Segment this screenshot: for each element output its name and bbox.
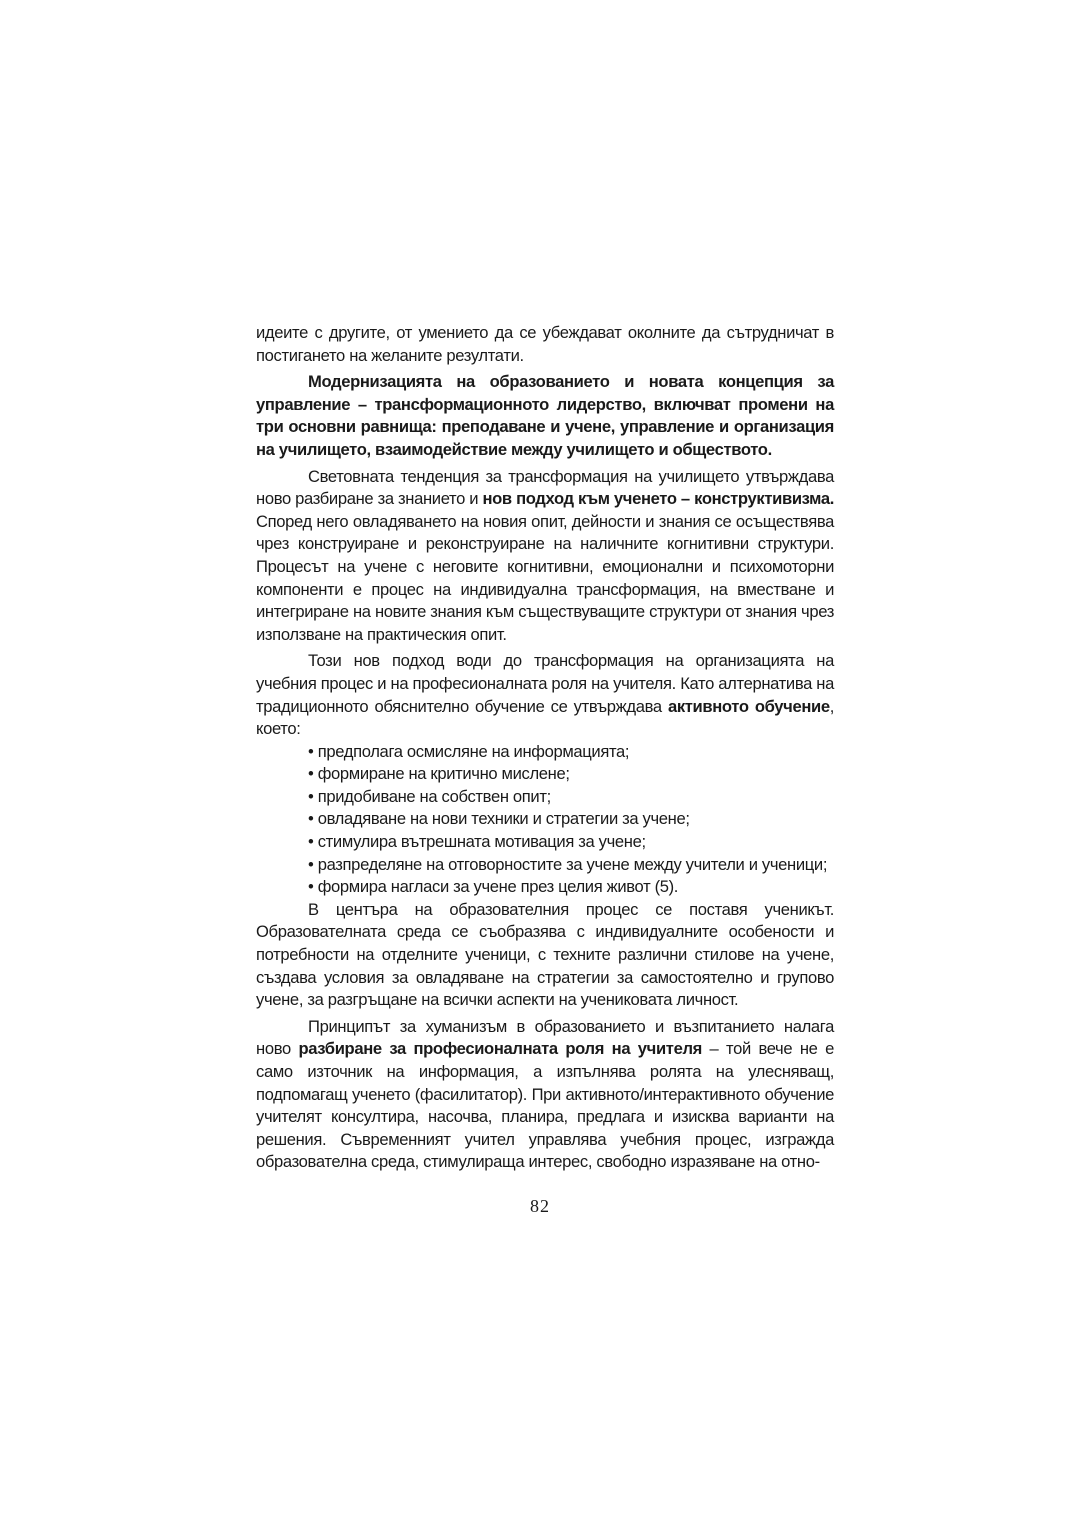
emphasis: активното обучение xyxy=(667,696,830,716)
list-item: • формиране на критично мислене; xyxy=(308,764,570,784)
emphasis: разбиране за професионалната роля на учителя xyxy=(298,1039,702,1059)
text-run: , което: xyxy=(256,696,834,739)
paragraph xyxy=(256,650,834,740)
list-item: • предполага осмисляне на информацията; xyxy=(308,741,630,761)
list-item: • придобиване на собствен опит; xyxy=(308,786,551,806)
list-item: • овладяване на нови техники и стратегии за учене; xyxy=(308,809,690,829)
text-run: Този нов подход води до трансформация на организацията на учебния процес и на професионалната роля на учителя. Като алтернатива на традиционното обяснително обучение се утвърждава xyxy=(256,651,834,716)
paragraph: идеите с другите, от умението да се убеждават околните да сътрудничат в постигането на желаните резултати. xyxy=(256,323,834,365)
text-run: – той вече не е само източник на информация, а изпълнява ролята на улесняващ, подпомагащ ученето (фасилитатор). При активното/интерактивното обучение учителят консултира, насочва, планира, предлага и изисква варианти на решения. Съвременният учител управлява учебния процес, изгражда образователна среда, стимулираща интерес, свободно изразяване на отно- xyxy=(256,1039,834,1172)
emphasis: нов подход към ученето – конструктивизма. xyxy=(482,489,834,509)
paragraph: В центъра на образователния процес се поставя ученикът. Образователната среда се съобразява с индивидуалните особености и потребности на отделните ученици, с техните различни стилове на учене, създава условия за овладяване на стратегии за самостоятелно и групово учене, за разгръщане на всички аспекти на учениковата личност. xyxy=(256,899,834,1010)
list-item: • формира нагласи за учене през целия живот (5). xyxy=(308,877,679,897)
page-number: 82 xyxy=(530,1196,550,1216)
page-text xyxy=(256,322,834,1174)
list-item: • стимулира вътрешната мотивация за учене; xyxy=(308,832,646,852)
list-item: • разпределяне на отговорностите за учене между учители и ученици; xyxy=(308,854,828,874)
text-run: Световната тенденция за трансформация на училището утвърждава ново разбиране за знанието и xyxy=(256,466,834,509)
paragraph xyxy=(256,1016,834,1174)
bold-paragraph: Модернизацията на образованието и новата концепция за управление – трансформационното лидерство, включват промени на три основни равнища: преподаване и учене, управление и организация на училището, взаимодействие между училището и обществото. xyxy=(256,372,834,459)
paragraph xyxy=(256,466,834,647)
text-run: Според него овладяването на новия опит, дейности и знания се осъществява чрез конструиране и реконструиране на наличните когнитивни структури. Процесът на учене с неговите когнитивни, емоционални и психомоторни компоненти е процес на индивидуална трансформация, на вместване и интегриране на новите знания към съществуващите структури от знания чрез използване на практическия опит. xyxy=(256,511,834,644)
text-run: Принципът за хуманизъм в образованието и възпитанието налага ново xyxy=(256,1016,834,1059)
